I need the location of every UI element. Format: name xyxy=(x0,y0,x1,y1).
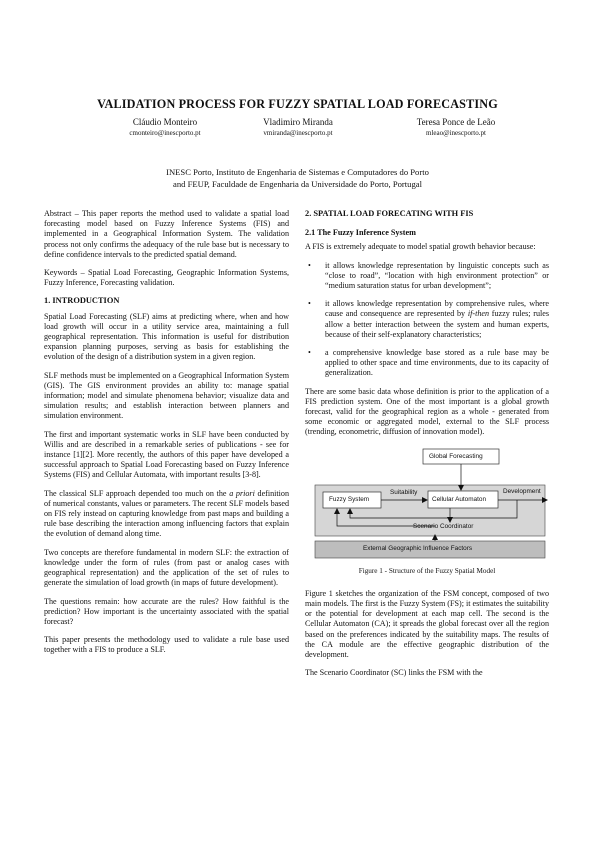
list-item xyxy=(305,299,549,340)
figure-1-caption: Figure 1 - Structure of the Fuzzy Spatial Model xyxy=(358,566,496,575)
paper-title: VALIDATION PROCESS FOR FUZZY SPATIAL LOAD FORECASTING xyxy=(97,97,498,111)
label-cellular-automaton: Cellular Automaton xyxy=(432,495,486,503)
text-run: The classical SLF approach depended too much on the xyxy=(44,488,230,498)
bullet-icon: • xyxy=(308,299,311,309)
intro-paragraph-1: Spatial Load Forecasting (SLF) aims at predicting where, when and how load growth will occur in a utility service area, maintaining a full geographical representation. This information is useful for distribution expansion planning purposes, serving as basis for establishing the evolution of the design of a distribution system in a given region. xyxy=(44,311,289,362)
intro-paragraph-3: The first and important systematic works in SLF have been conducted by Willis and are described in a remarkable series of publications - see for instance [1][2]. More recently, the authors of this paper have developed a successful approach to Spatial Load Forecasting based on Fuzzy Inference Systems (FIS) and Cellular Automata, with important results [3-8]. xyxy=(44,429,289,480)
text-run: definition of numerical constants, values or parameters. The recent SLF models based on FIS rely instead on capturing knowledge from past maps and building a rule base describing the interaction among influencing factors that explain the evolution of demand along time. xyxy=(44,488,289,539)
intro-paragraph-6: The questions remain: how accurate are the rules? How faithful is the prediction? How important is the uncertainty associated with the spatial forecast? xyxy=(44,596,289,626)
bullet-icon: • xyxy=(308,260,311,270)
bullet-text: it allows knowledge representation by linguistic concepts such as “close to road”, “location with high environment protection” or “medium saturation status for urban development”; xyxy=(325,260,549,291)
bullet-text: a comprehensive knowledge base stored as a rule base may be applied to other space and time environments, due to its capacity of generalization. xyxy=(325,348,549,378)
label-external-factors: External Geographic Influence Factors xyxy=(363,544,473,552)
italic-a-priori: a priori xyxy=(229,488,255,498)
subsection-heading-fis: 2.1 The Fuzzy Inference System xyxy=(305,228,416,238)
right-column xyxy=(305,209,549,686)
fsm-paragraph-2: The Scenario Coordinator (SC) links the FSM with the xyxy=(305,668,483,678)
author-name: Teresa Ponce de Leão xyxy=(416,117,496,127)
author-name: Vladimiro Miranda xyxy=(263,117,333,127)
author-email: cmonteiro@inescporto.pt xyxy=(129,129,201,137)
author-email: mleao@inescporto.pt xyxy=(426,129,486,137)
bullet-icon: • xyxy=(308,348,311,358)
affiliation-line-1: INESC Porto, Instituto de Engenharia de Sistemas e Computadores do Porto xyxy=(166,167,429,177)
fis-paragraph-1: A FIS is extremely adequate to model spatial growth behavior because: xyxy=(305,242,536,252)
author-email: vmiranda@inescporto.pt xyxy=(263,129,333,137)
left-column xyxy=(44,209,289,664)
list-item xyxy=(305,348,549,379)
affiliation-line-2: and FEUP, Faculdade de Engenharia da Universidade do Porto, Portugal xyxy=(173,179,422,189)
label-global-forecasting: Global Forecasting xyxy=(429,452,483,460)
abstract: Abstract – This paper reports the method used to validate a spatial load forecasting model based on Fuzzy Inference Systems (FIS) and implemented in a Geographical Information System. The validation process not only confirms the adequacy of the rule base but is necessary to define confidence intervals to the predicted spatial demand. xyxy=(44,209,289,259)
affiliation xyxy=(60,166,535,190)
label-fuzzy-system: Fuzzy System xyxy=(329,495,370,503)
bullet-text: fuzzy rules; rules allow a better interaction between the system and human experts, because of their self-explanatory characteristics; xyxy=(325,309,549,339)
intro-paragraph-7: This paper presents the methodology used to validate a rule base used together with a FIS to produce a SLF. xyxy=(44,635,289,655)
keywords: Keywords – Spatial Load Forecasting, Geographic Information Systems, Fuzzy Inference, Forecasting validation. xyxy=(44,268,289,288)
figure-1-diagram xyxy=(305,446,549,561)
italic-if-then: if-then xyxy=(467,309,490,319)
bullet-text: it allows knowledge representation by comprehensive rules, where cause and consequence are represented by xyxy=(325,299,549,319)
author-name: Cláudio Monteiro xyxy=(132,117,198,127)
author-2 xyxy=(218,117,378,139)
intro-paragraph-5: Two concepts are therefore fundamental in modern SLF: the extraction of knowledge under the form of rules (from past or analog cases with geographical representation) and the application of the set of rules to generate the simulation of load growth (in maps of future development). xyxy=(44,547,289,588)
fis-paragraph-2: There are some basic data whose definition is prior to the application of a FIS prediction system. One of the most important is a global growth forecast, valid for the geographical region as a whole - generated from some economic or aggregated model, external to the SLF process (trending, econometric, diffusion of innovation model). xyxy=(305,386,549,437)
label-suitability: Suitability xyxy=(390,488,418,496)
section-heading-spatial-load: 2. SPATIAL LOAD FORECATING WITH FIS xyxy=(305,209,474,218)
intro-paragraph-4 xyxy=(44,489,289,540)
label-development: Development xyxy=(503,487,541,495)
intro-paragraph-2: SLF methods must be implemented on a Geographical Information System (GIS). The GIS environment provides an ability to: manage spatial information; model and simulate phenomena behavior; visualize data and simulation results; and establish interaction between planners and simulation environment. xyxy=(44,370,289,421)
fsm-paragraph-1: Figure 1 sketches the organization of the FSM concept, composed of two main models. The first is the Fuzzy System (FS); it estimates the suitability or the potential for development at each map cell. The second is the Cellular Automaton (CA); it spreads the global forecast over all the region based on the preferences indicated by the suitability maps. The results of the CA module are the effective geographic distribution of the development. xyxy=(305,588,549,660)
bullet-list xyxy=(305,261,549,379)
section-heading-introduction: 1. INTRODUCTION xyxy=(44,296,120,306)
list-item xyxy=(305,261,549,292)
author-3 xyxy=(376,117,536,139)
label-scenario-coordinator: Scenario Coordinator xyxy=(413,522,474,530)
